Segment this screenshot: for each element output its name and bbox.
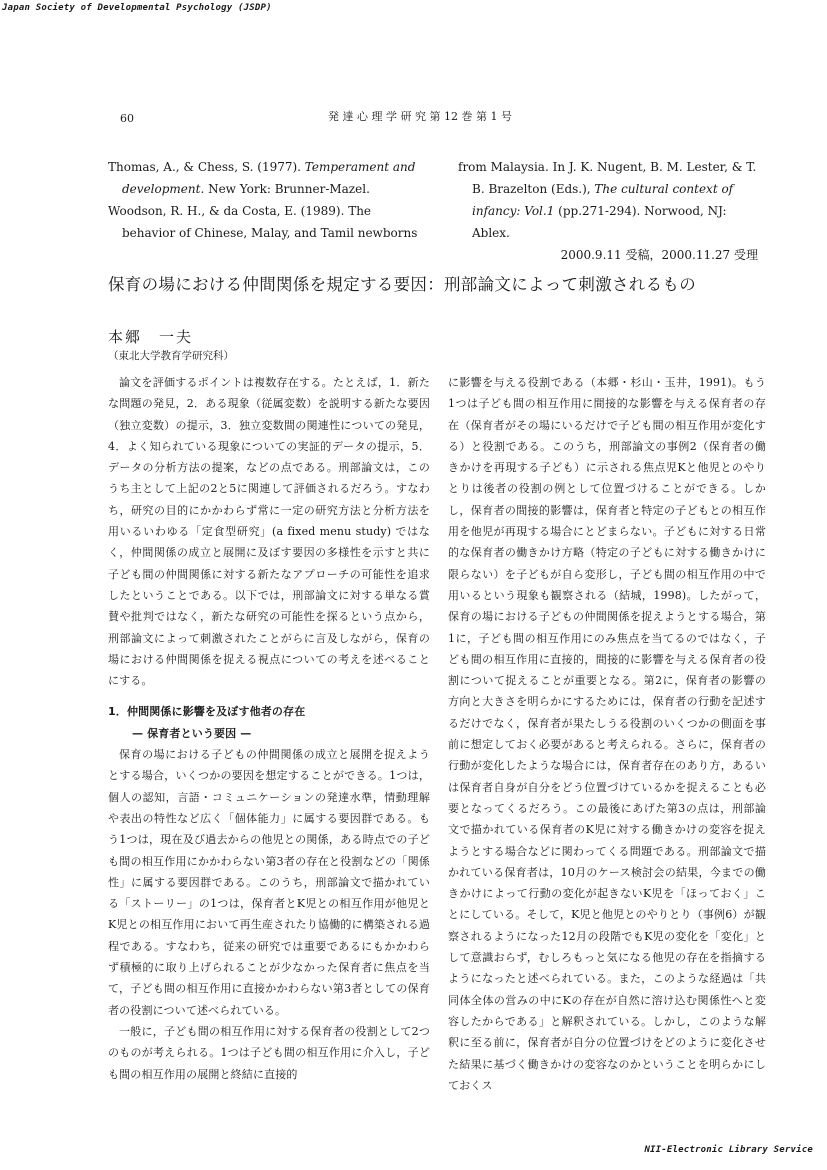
author-affiliation: （東北大学教育学研究科） xyxy=(108,350,234,362)
references-right xyxy=(458,156,758,266)
section-subheading: — 保育者という要因 — xyxy=(132,726,252,740)
article-title: 保育の場における仲間関係を規定する要因：刑部論文によって刺激されるもの xyxy=(108,275,696,294)
body-paragraph: 保育の場における子どもの仲間関係の成立と展開を捉えようとする場合，いくつかの要因を想定することができる。1つは，個人の認知，言語・コミュニケーションの発達水準，情動理解や表出の特性など広く「個体能力」に属する要因群である。もう1つは，現在及び過去からの他児との関係，ある時点での子ども間の相互作用にかかわらない第3者の存在と役割などの「関係性」に属する要因群である。このうち，刑部論文で描かれている「ストーリー」の1つは，保育者とK児との相互作用が他児とK児との相互作用において再生産されたり協働的に構築される過程である。すなわち，従来の研究では重要であるにもかかわらず積極的に取り上げられることが少なかった保育者に焦点を当て，子ども間の相互作用に直接かかわらない第3者としての保育者の役割について述べられている。 xyxy=(108,748,430,1017)
bottom-banner: NII-Electronic Library Service xyxy=(644,1145,813,1155)
intro-paragraph: 論文を評価するポイントは複数存在する。たとえば，1．新たな問題の発見，2．ある現象（従属変数）を説明する新たな要因（独立変数）の提示，3．独立変数間の関連性についての発見，4．よく知られている現象についての実証的データの提示，5．データの分析方法の提案，などの点である。刑部論文は，このうち主として上記の2と5に関連して評価されるだろう。すなわち，研究の目的にかかわらず常に一定の研究方法と分析方法を用いるいわゆる「定食型研究」(a fixed menu study) ではなく，仲間関係の成立と展開に及ぼす要因の多様性を示すと共に子ども間の仲間関係に対する新たなアプローチの可能性を追求したということである。以下では，刑部論文に対する単なる賞賛や批判ではなく，新たな研究の可能性を探るという点から，刑部論文によって刺激されたことがらに言及しながら，保育の場における仲間関係を捉える視点についての考えを述べることにする。 xyxy=(108,376,430,688)
references-left xyxy=(108,156,423,244)
top-banner: Japan Society of Developmental Psychology (JSDP) xyxy=(2,3,272,13)
page-number: 60 xyxy=(120,112,134,125)
running-title: 発 達 心 理 学 研 究 第 12 巻 第 1 号 xyxy=(328,110,512,123)
received-accepted-dates: 2000.9.11 受稿，2000.11.27 受理 xyxy=(560,248,758,262)
author-name: 本郷 一夫 xyxy=(108,328,194,346)
right-column xyxy=(448,372,766,1096)
section-heading: 1．仲間関係に影響を及ぼす他者の存在 xyxy=(108,705,306,719)
body-paragraph: に影響を与える役割である（本郷・杉山・玉井，1991)。もう1つは子ども間の相互作用に間接的な影響を与える保育者の存在（保育者がその場にいるだけで子ども間の相互作用が変化する）と役割である。このうち，刑部論文の事例2（保育者の働きかけを再現する子ども）に示される焦点児Kと他児とのやりとりは後者の役割の例として位置づけることができる。しかし，保育者の間接的影響は，保育者と特定の子どもとの相互作用を他児が再現する場合にとどまらない。子どもに対する日常的な保育者の働きかけ方略（特定の子どもに対する働きかけに限らない）を子どもが自ら変形し，子ども間の相互作用の中で用いるという現象も観察される（結城，1998)。したがって，保育の場における子どもの仲間関係を捉えようとする場合，第1に，子ども間の相互作用にのみ焦点を当てるのではなく，子ども間の相互作用に直接的，間接的に影響を与える保育者の役割について捉えることが重要となる。第2に，保育者の影響の方向と大きさを明らかにするためには，保育者の行動を記述するだけでなく，保育者が果たしうる役割のいくつかの側面を事前に想定しておく必要があると考えられる。さらに，保育者の行動が変化したような場合には，保育者存在のあり方，あるいは保育者自身が自分をどう位置づけているかを捉えることも必要となってくるだろう。この最後にあげた第3の点は，刑部論文で描かれている保育者のK児に対する働きかけの変容を捉えようとする場合などに関わってくる問題である。刑部論文で描かれている保育者は，10月のケース検討会の結果，今までの働きかけによって行動の変化が起きないK児を「ほっておく」ことにしている。そして，K児と他児とのやりとり（事例6）が観察されるようになった12月の段階でもK児の変化を「変化」として意識おらず，むしろもっと気になる他児の存在を指摘するようになったと述べられている。また，このような経過は「共同体全体の営みの中にKの存在が自然に溶け込む関係性へと変容したからである」と解釈されている。しかし，このような解釈に至る前に，保育者が自分の位置づけをどのように変化させた結果に基づく働きかけの変容なのかということを明らかにしておくス xyxy=(448,376,766,1092)
reference-thomas: Thomas, A., & Chess, S. (1977). Temperament and development. New York: Brunner-Mazel. xyxy=(108,160,416,196)
left-column xyxy=(108,372,430,1085)
body-paragraph: 一般に，子ども間の相互作用に対する保育者の役割として2つのものが考えられる。1つは子ども間の相互作用に介入し，子ども間の相互作用の展開と終結に直接的 xyxy=(108,1024,430,1081)
reference-woodson-continued: from Malaysia. In J. K. Nugent, B. M. Lester, & T. B. Brazelton (Eds.), The cultural context of infancy: Vol.1 (pp.271-294). Norwood, NJ: Ablex. xyxy=(458,160,757,240)
reference-woodson: Woodson, R. H., & da Costa, E. (1989). The behavior of Chinese, Malay, and Tamil newborns xyxy=(108,204,418,240)
